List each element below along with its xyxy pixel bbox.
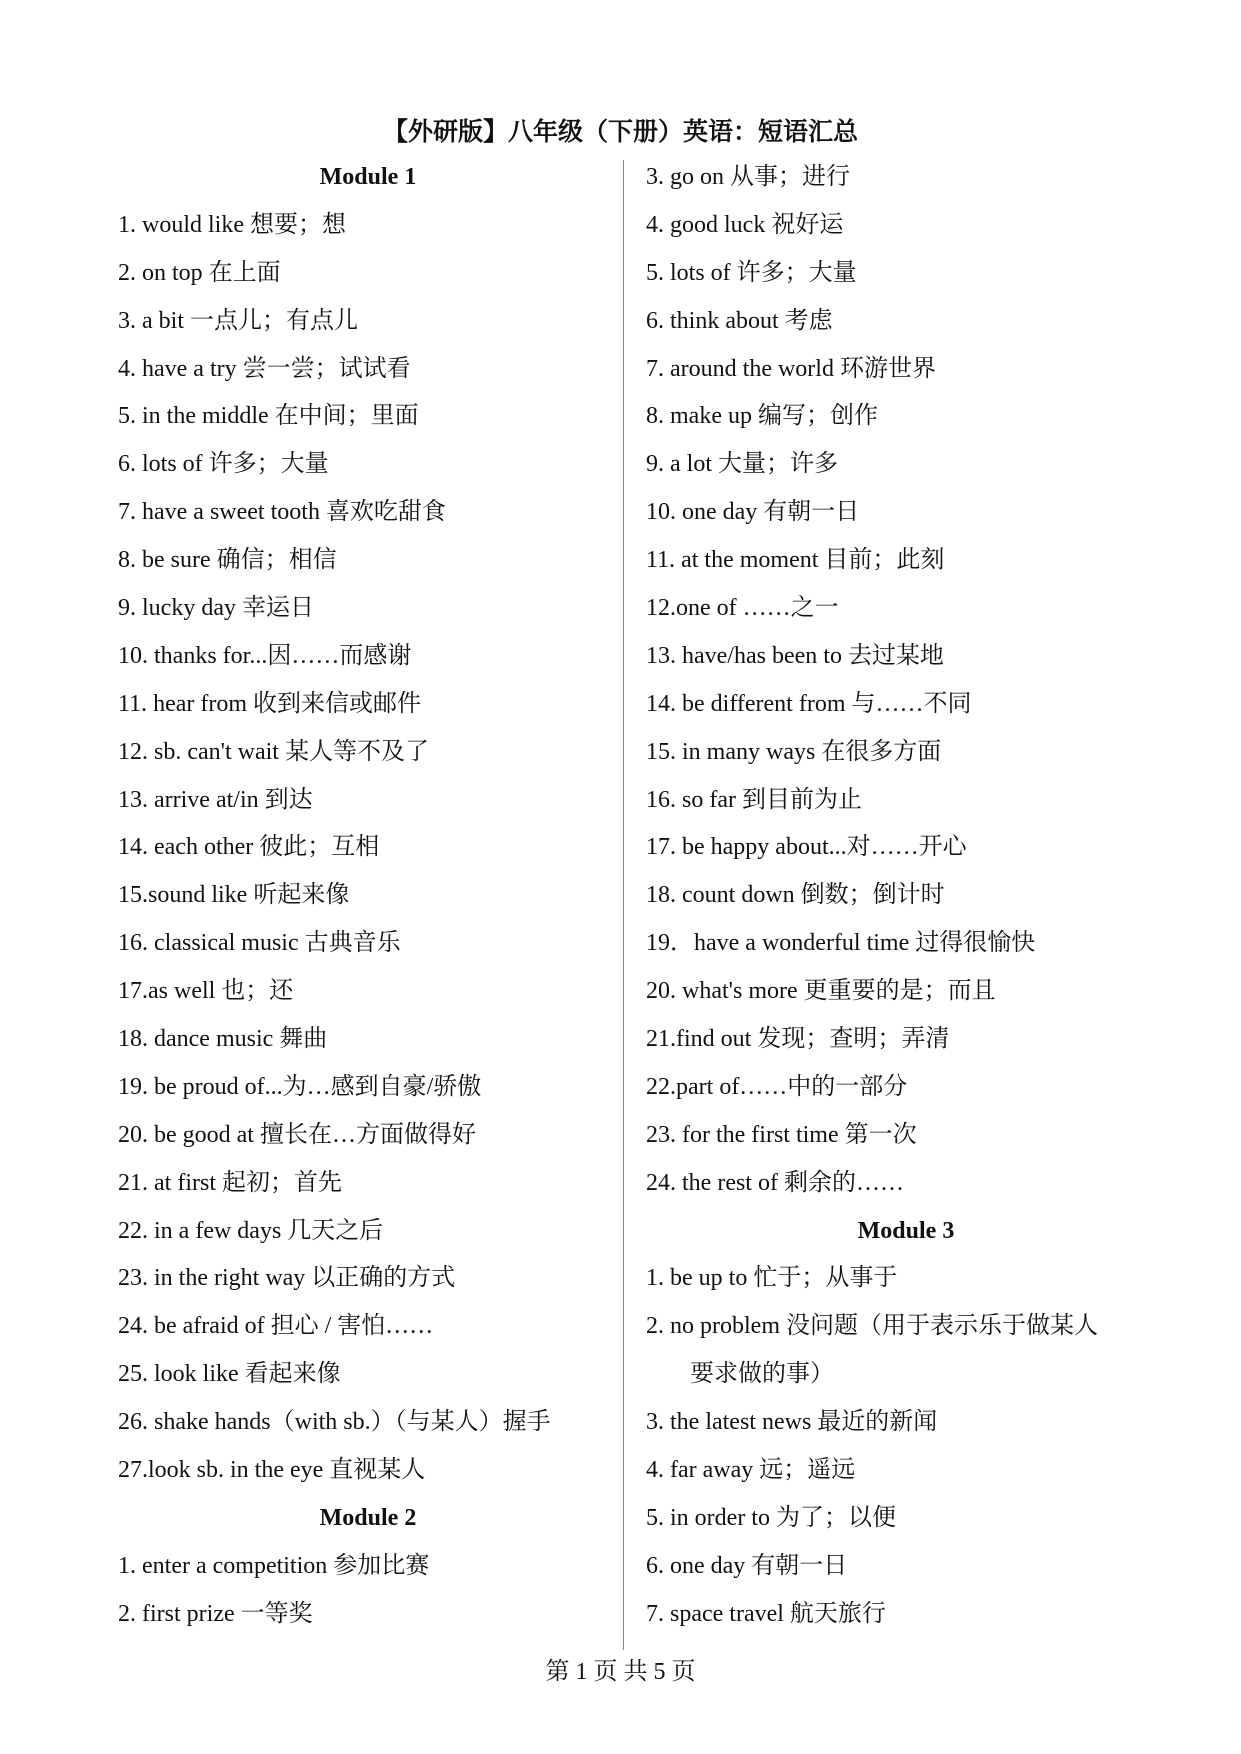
module-heading: Module 1 bbox=[319, 164, 417, 190]
module-heading: Module 2 bbox=[319, 1504, 417, 1531]
phrase-item: 13. arrive at/in 到达 bbox=[118, 786, 313, 813]
phrase-item: 7. space travel 航天旅行 bbox=[646, 1600, 886, 1627]
phrase-item: 10. thanks for...因……而感谢 bbox=[118, 642, 412, 669]
phrase-item: 21. at first 起初；首先 bbox=[118, 1169, 342, 1196]
phrase-item: 5. lots of 许多；大量 bbox=[646, 259, 857, 286]
phrase-item: 16. so far 到目前为止 bbox=[646, 786, 862, 813]
phrase-item: 22. in a few days 几天之后 bbox=[118, 1217, 384, 1244]
phrase-item: 15.sound like 听起来像 bbox=[118, 882, 350, 909]
phrase-item: 3. a bit 一点儿；有点儿 bbox=[118, 307, 358, 334]
phrase-item: 14. each other 彼此；互相 bbox=[118, 834, 380, 861]
phrase-item: 17. be happy about...对……开心 bbox=[646, 834, 967, 861]
phrase-item: 27.look sb. in the eye 直视某人 bbox=[118, 1457, 426, 1484]
phrase-item: 9. lucky day 幸运日 bbox=[118, 595, 314, 622]
phrase-item: 18. count down 倒数；倒计时 bbox=[646, 882, 945, 909]
phrase-item: 2. on top 在上面 bbox=[118, 259, 281, 286]
phrase-item: 20. what's more 更重要的是；而且 bbox=[646, 978, 996, 1005]
phrase-item: 5. in the middle 在中间；里面 bbox=[118, 403, 419, 430]
phrase-item: 25. look like 看起来像 bbox=[118, 1361, 341, 1388]
left-column bbox=[118, 160, 618, 1645]
phrase-item: 6. think about 考虑 bbox=[646, 307, 833, 334]
phrase-item: 1. enter a competition 参加比赛 bbox=[118, 1552, 430, 1579]
module-heading: Module 3 bbox=[857, 1217, 955, 1244]
phrase-item: 23. in the right way 以正确的方式 bbox=[118, 1265, 456, 1292]
phrase-item: 8. be sure 确信；相信 bbox=[118, 547, 337, 574]
phrase-item: 11. hear from 收到来信或邮件 bbox=[118, 690, 422, 717]
phrase-item: 17.as well 也；还 bbox=[118, 978, 294, 1005]
phrase-item: 8. make up 编写；创作 bbox=[646, 403, 878, 430]
phrase-item: 4. have a try 尝一尝；试试看 bbox=[118, 355, 411, 382]
phrase-item: 2. first prize 一等奖 bbox=[118, 1600, 313, 1627]
column-divider bbox=[623, 160, 624, 1650]
phrase-item: 23. for the first time 第一次 bbox=[646, 1121, 917, 1148]
phrase-item: 19．have a wonderful time 过得很愉快 bbox=[646, 930, 1036, 957]
page-footer: 第 1 页 共 5 页 bbox=[545, 1659, 696, 1685]
phrase-item: 6. lots of 许多；大量 bbox=[118, 451, 329, 478]
phrase-item: 24. be afraid of 担心 / 害怕…… bbox=[118, 1313, 434, 1340]
phrase-item: 1. would like 想要；想 bbox=[118, 211, 346, 238]
phrase-item: 15. in many ways 在很多方面 bbox=[646, 738, 942, 765]
phrase-item: 14. be different from 与……不同 bbox=[646, 690, 972, 717]
phrase-item: 19. be proud of...为…感到自豪/骄傲 bbox=[118, 1073, 482, 1100]
phrase-item: 12. sb. can't wait 某人等不及了 bbox=[118, 738, 429, 765]
phrase-item: 7. have a sweet tooth 喜欢吃甜食 bbox=[118, 499, 446, 526]
phrase-item: 3. the latest news 最近的新闻 bbox=[646, 1409, 938, 1436]
phrase-item: 16. classical music 古典音乐 bbox=[118, 930, 401, 957]
phrase-item: 10. one day 有朝一日 bbox=[646, 499, 860, 526]
phrase-item: 要求做的事） bbox=[690, 1361, 834, 1388]
phrase-item: 22.part of……中的一部分 bbox=[646, 1073, 908, 1100]
phrase-item: 2. no problem 没问题（用于表示乐于做某人 bbox=[646, 1313, 1098, 1340]
phrase-item: 3. go on 从事；进行 bbox=[646, 164, 850, 190]
phrase-item: 9. a lot 大量；许多 bbox=[646, 451, 838, 478]
phrase-item: 18. dance music 舞曲 bbox=[118, 1026, 328, 1053]
phrase-item: 13. have/has been to 去过某地 bbox=[646, 642, 944, 669]
phrase-item: 7. around the world 环游世界 bbox=[646, 355, 936, 382]
phrase-item: 20. be good at 擅长在…方面做得好 bbox=[118, 1121, 476, 1148]
right-column bbox=[646, 160, 1166, 1645]
phrase-item: 26. shake hands（with sb.）（与某人）握手 bbox=[118, 1409, 551, 1436]
phrase-item: 5. in order to 为了；以便 bbox=[646, 1504, 896, 1531]
phrase-item: 1. be up to 忙于；从事于 bbox=[646, 1265, 898, 1292]
phrase-item: 4. far away 远；遥远 bbox=[646, 1457, 856, 1484]
phrase-item: 6. one day 有朝一日 bbox=[646, 1552, 848, 1579]
page-title: 【外研版】八年级（下册）英语：短语汇总 bbox=[382, 119, 858, 146]
phrase-item: 12.one of ……之一 bbox=[646, 595, 839, 622]
phrase-item: 24. the rest of 剩余的…… bbox=[646, 1169, 904, 1196]
phrase-item: 11. at the moment 目前；此刻 bbox=[646, 547, 945, 574]
phrase-item: 4. good luck 祝好运 bbox=[646, 211, 844, 238]
phrase-item: 21.find out 发现；查明；弄清 bbox=[646, 1026, 950, 1053]
